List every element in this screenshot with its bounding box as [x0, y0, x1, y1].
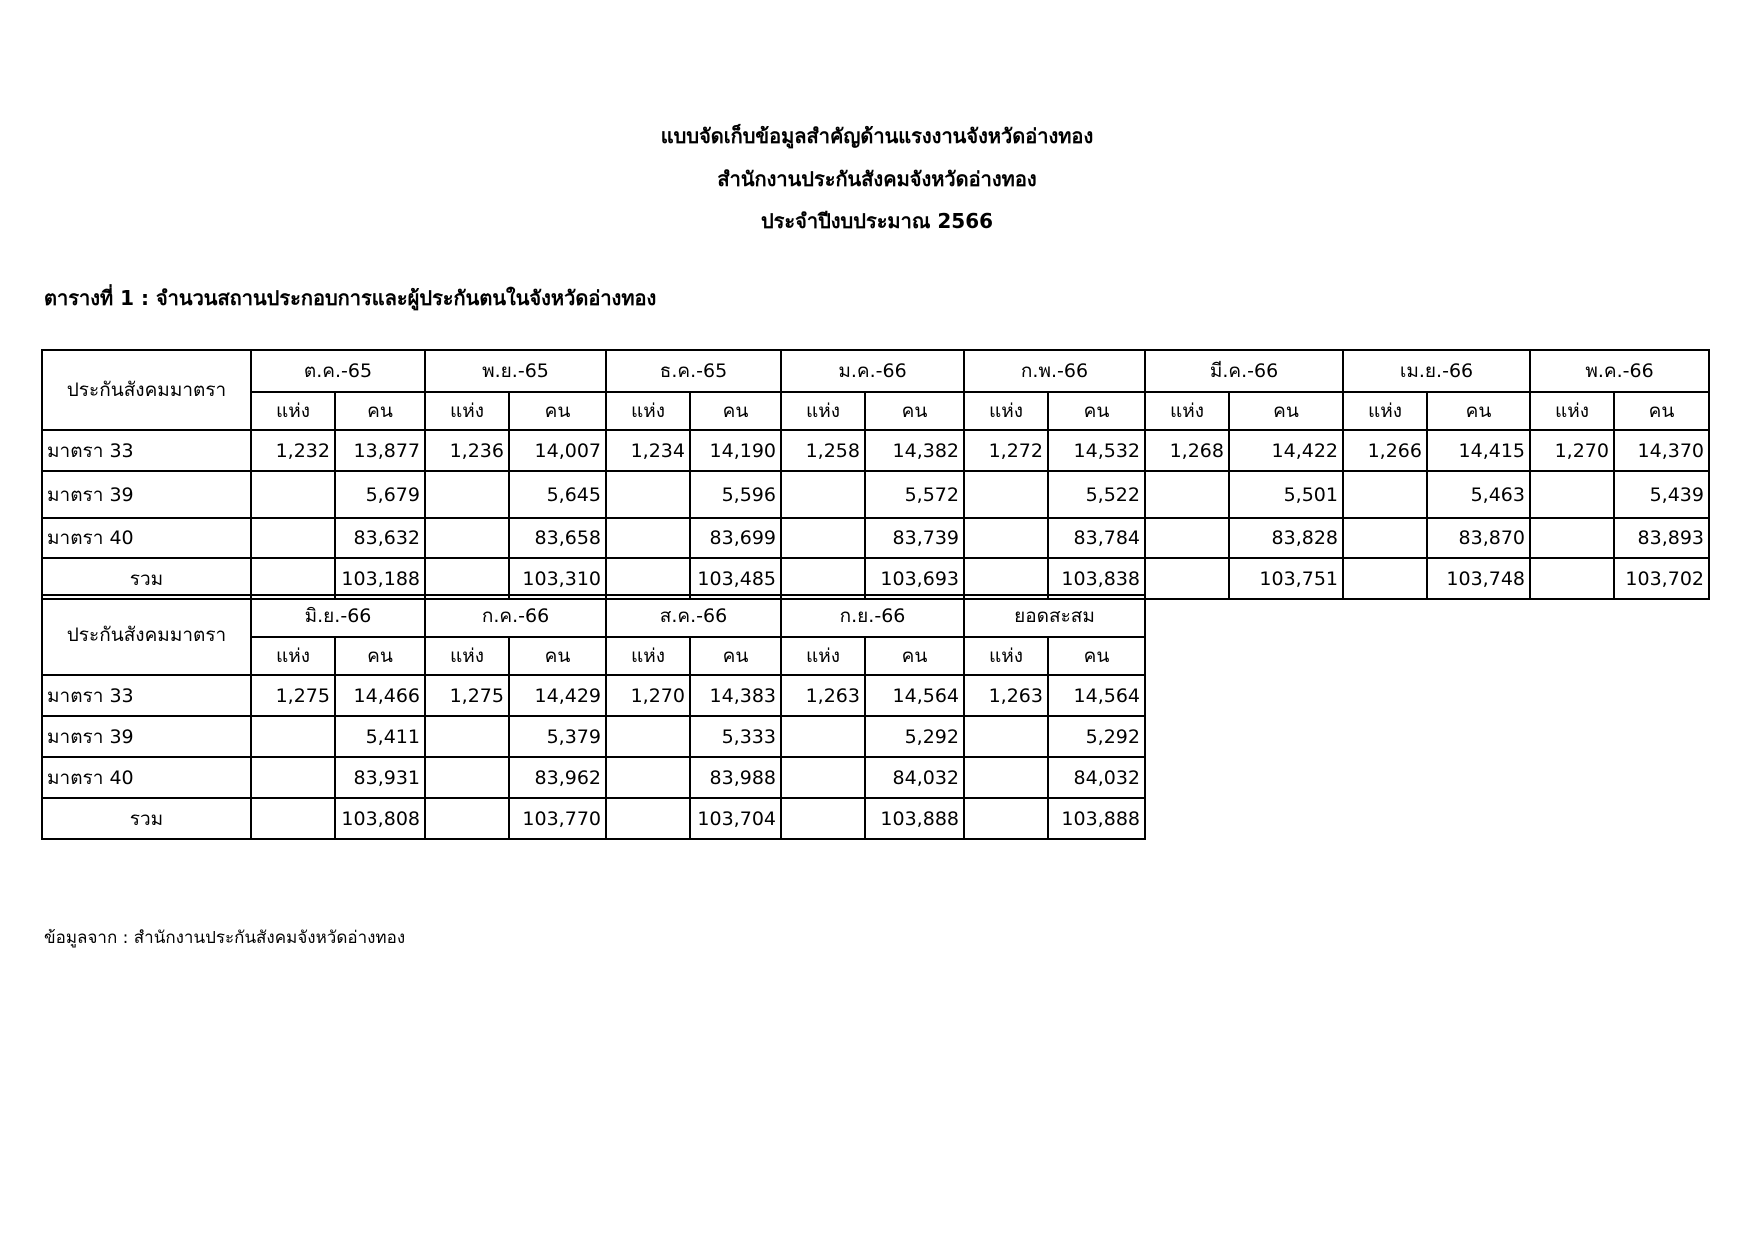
s33-persons-cell: 13,877 [335, 430, 425, 471]
s39-persons-cell: 5,411 [335, 716, 425, 757]
period-header: พ.ค.-66 [1530, 350, 1709, 392]
empty-cell [1530, 518, 1614, 558]
insured-table-jun-sep [41, 594, 1146, 840]
s33-places-cell: 1,258 [781, 430, 865, 471]
s33-persons-cell: 14,532 [1048, 430, 1145, 471]
empty-cell [606, 558, 690, 599]
empty-cell [781, 518, 865, 558]
s33-persons-cell: 14,564 [1048, 675, 1145, 716]
s39-persons-cell: 5,292 [865, 716, 964, 757]
total-cell: 103,693 [865, 558, 964, 599]
persons-header: คน [1427, 392, 1530, 430]
total-cell: 103,485 [690, 558, 781, 599]
empty-cell [606, 518, 690, 558]
agency-name: สำนักงานประกันสังคมจังหวัดอ่างทอง [717, 166, 1037, 191]
empty-cell [251, 798, 335, 839]
period-header: ก.ค.-66 [425, 595, 606, 637]
total-cell: 103,310 [509, 558, 606, 599]
places-header: แห่ง [1343, 392, 1427, 430]
document-title: แบบจัดเก็บข้อมูลสำคัญด้านแรงงานจังหวัดอ่างทอง [660, 124, 1094, 148]
s39-persons-cell: 5,596 [690, 471, 781, 518]
places-header: แห่ง [1145, 392, 1229, 430]
places-header: แห่ง [1530, 392, 1614, 430]
empty-cell [251, 716, 335, 757]
cumulative-header: ยอดสะสม [964, 595, 1145, 637]
empty-cell [251, 518, 335, 558]
s40-persons-cell: 83,632 [335, 518, 425, 558]
empty-cell [781, 471, 865, 518]
places-header: แห่ง [425, 392, 509, 430]
s40-persons-cell: 83,658 [509, 518, 606, 558]
empty-cell [964, 798, 1048, 839]
period-header: ต.ค.-65 [251, 350, 425, 392]
empty-cell [425, 471, 509, 518]
row-label: มาตรา 33 [42, 675, 251, 716]
empty-cell [606, 757, 690, 798]
s40-persons-cell: 83,699 [690, 518, 781, 558]
total-label: รวม [42, 558, 251, 599]
s39-persons-cell: 5,572 [865, 471, 964, 518]
s40-persons-cell: 83,931 [335, 757, 425, 798]
persons-header: คน [1614, 392, 1709, 430]
period-header: พ.ย.-65 [425, 350, 606, 392]
total-cell: 103,748 [1427, 558, 1530, 599]
s39-persons-cell: 5,379 [509, 716, 606, 757]
persons-header: คน [865, 637, 964, 675]
period-header: มิ.ย.-66 [251, 595, 425, 637]
s33-persons-cell: 14,415 [1427, 430, 1530, 471]
empty-cell [425, 716, 509, 757]
s33-persons-cell: 14,466 [335, 675, 425, 716]
empty-cell [251, 471, 335, 518]
empty-cell [1530, 558, 1614, 599]
s40-persons-cell: 83,739 [865, 518, 964, 558]
s33-places-cell: 1,270 [606, 675, 690, 716]
empty-cell [251, 558, 335, 599]
persons-header: คน [865, 392, 964, 430]
empty-cell [781, 798, 865, 839]
period-header: ก.ย.-66 [781, 595, 964, 637]
period-header: ธ.ค.-65 [606, 350, 781, 392]
persons-header: คน [690, 392, 781, 430]
empty-cell [425, 518, 509, 558]
s33-places-cell: 1,236 [425, 430, 509, 471]
persons-header: คน [335, 392, 425, 430]
empty-cell [251, 757, 335, 798]
places-header: แห่ง [251, 637, 335, 675]
total-cell: 103,188 [335, 558, 425, 599]
total-row [42, 798, 1145, 839]
row-label: มาตรา 39 [42, 716, 251, 757]
month-header-row [42, 595, 1145, 637]
places-header: แห่ง [781, 392, 865, 430]
places-header: แห่ง [964, 392, 1048, 430]
empty-cell [1145, 558, 1229, 599]
s39-persons-cell: 5,645 [509, 471, 606, 518]
row-header-cell: ประกันสังคมมาตรา [42, 350, 251, 430]
places-header: แห่ง [425, 637, 509, 675]
table-row [42, 430, 1709, 471]
empty-cell [781, 558, 865, 599]
empty-cell [1530, 471, 1614, 518]
s33-persons-cell: 14,370 [1614, 430, 1709, 471]
table-row [42, 675, 1145, 716]
persons-header: คน [509, 392, 606, 430]
empty-cell [781, 716, 865, 757]
s33-persons-cell: 14,422 [1229, 430, 1343, 471]
places-header: แห่ง [251, 392, 335, 430]
empty-cell [964, 518, 1048, 558]
places-header: แห่ง [606, 392, 690, 430]
persons-header: คน [1048, 637, 1145, 675]
s33-places-cell: 1,234 [606, 430, 690, 471]
s39-persons-cell: 5,679 [335, 471, 425, 518]
s33-places-cell: 1,263 [781, 675, 865, 716]
places-header: แห่ง [781, 637, 865, 675]
s33-persons-cell: 14,429 [509, 675, 606, 716]
period-header: ม.ค.-66 [781, 350, 964, 392]
empty-cell [964, 558, 1048, 599]
empty-cell [1145, 471, 1229, 518]
s40-persons-cell: 83,784 [1048, 518, 1145, 558]
empty-cell [606, 716, 690, 757]
period-header: ก.พ.-66 [964, 350, 1145, 392]
s40-persons-cell: 83,828 [1229, 518, 1343, 558]
places-header: แห่ง [964, 637, 1048, 675]
table-row [42, 518, 1709, 558]
table-row [42, 757, 1145, 798]
total-cell: 103,704 [690, 798, 781, 839]
s39-persons-cell: 5,522 [1048, 471, 1145, 518]
row-label: มาตรา 40 [42, 757, 251, 798]
persons-header: คน [335, 637, 425, 675]
insured-table-oct-may [41, 349, 1710, 600]
empty-cell [964, 471, 1048, 518]
s40-persons-cell: 83,893 [1614, 518, 1709, 558]
empty-cell [781, 757, 865, 798]
empty-cell [1343, 558, 1427, 599]
persons-header: คน [1229, 392, 1343, 430]
s33-persons-cell: 14,007 [509, 430, 606, 471]
row-header-cell: ประกันสังคมมาตรา [42, 595, 251, 675]
total-row [42, 558, 1709, 599]
s39-persons-cell: 5,463 [1427, 471, 1530, 518]
total-cell: 103,888 [1048, 798, 1145, 839]
total-cell: 103,888 [865, 798, 964, 839]
s39-persons-cell: 5,501 [1229, 471, 1343, 518]
s33-places-cell: 1,272 [964, 430, 1048, 471]
empty-cell [425, 558, 509, 599]
empty-cell [1343, 518, 1427, 558]
s33-places-cell: 1,232 [251, 430, 335, 471]
row-label: มาตรา 40 [42, 518, 251, 558]
s40-persons-cell: 83,870 [1427, 518, 1530, 558]
fiscal-year: ประจำปีงบประมาณ 2566 [760, 209, 994, 233]
places-header: แห่ง [606, 637, 690, 675]
empty-cell [964, 757, 1048, 798]
empty-cell [606, 471, 690, 518]
unit-header-row [42, 392, 1709, 430]
empty-cell [425, 757, 509, 798]
persons-header: คน [509, 637, 606, 675]
s40-persons-cell: 83,988 [690, 757, 781, 798]
period-header: มี.ค.-66 [1145, 350, 1343, 392]
s33-persons-cell: 14,564 [865, 675, 964, 716]
total-cell: 103,808 [335, 798, 425, 839]
s39-persons-cell: 5,292 [1048, 716, 1145, 757]
total-cell: 103,702 [1614, 558, 1709, 599]
s33-places-cell: 1,275 [251, 675, 335, 716]
row-label: มาตรา 39 [42, 471, 251, 518]
empty-cell [606, 798, 690, 839]
total-cell: 103,838 [1048, 558, 1145, 599]
period-header: เม.ย.-66 [1343, 350, 1530, 392]
table-caption: ตารางที่ 1 : จำนวนสถานประกอบการและผู้ประกันตนในจังหวัดอ่างทอง [44, 286, 657, 310]
s33-persons-cell: 14,383 [690, 675, 781, 716]
table-row [42, 716, 1145, 757]
s40-persons-cell: 83,962 [509, 757, 606, 798]
s33-places-cell: 1,268 [1145, 430, 1229, 471]
total-label: รวม [42, 798, 251, 839]
s39-persons-cell: 5,439 [1614, 471, 1709, 518]
month-header-row [42, 350, 1709, 392]
row-label: มาตรา 33 [42, 430, 251, 471]
total-cell: 103,770 [509, 798, 606, 839]
s33-places-cell: 1,266 [1343, 430, 1427, 471]
persons-header: คน [690, 637, 781, 675]
table-row [42, 471, 1709, 518]
s40-persons-cell: 84,032 [865, 757, 964, 798]
empty-cell [425, 798, 509, 839]
total-cell: 103,751 [1229, 558, 1343, 599]
s33-places-cell: 1,270 [1530, 430, 1614, 471]
s33-places-cell: 1,275 [425, 675, 509, 716]
empty-cell [964, 716, 1048, 757]
empty-cell [1145, 518, 1229, 558]
s39-persons-cell: 5,333 [690, 716, 781, 757]
s33-persons-cell: 14,382 [865, 430, 964, 471]
persons-header: คน [1048, 392, 1145, 430]
s33-persons-cell: 14,190 [690, 430, 781, 471]
s40-persons-cell: 84,032 [1048, 757, 1145, 798]
period-header: ส.ค.-66 [606, 595, 781, 637]
empty-cell [1343, 471, 1427, 518]
s33-places-cell: 1,263 [964, 675, 1048, 716]
data-source-note: ข้อมูลจาก : สำนักงานประกันสังคมจังหวัดอ่างทอง [44, 928, 406, 948]
document-header [0, 115, 1754, 243]
